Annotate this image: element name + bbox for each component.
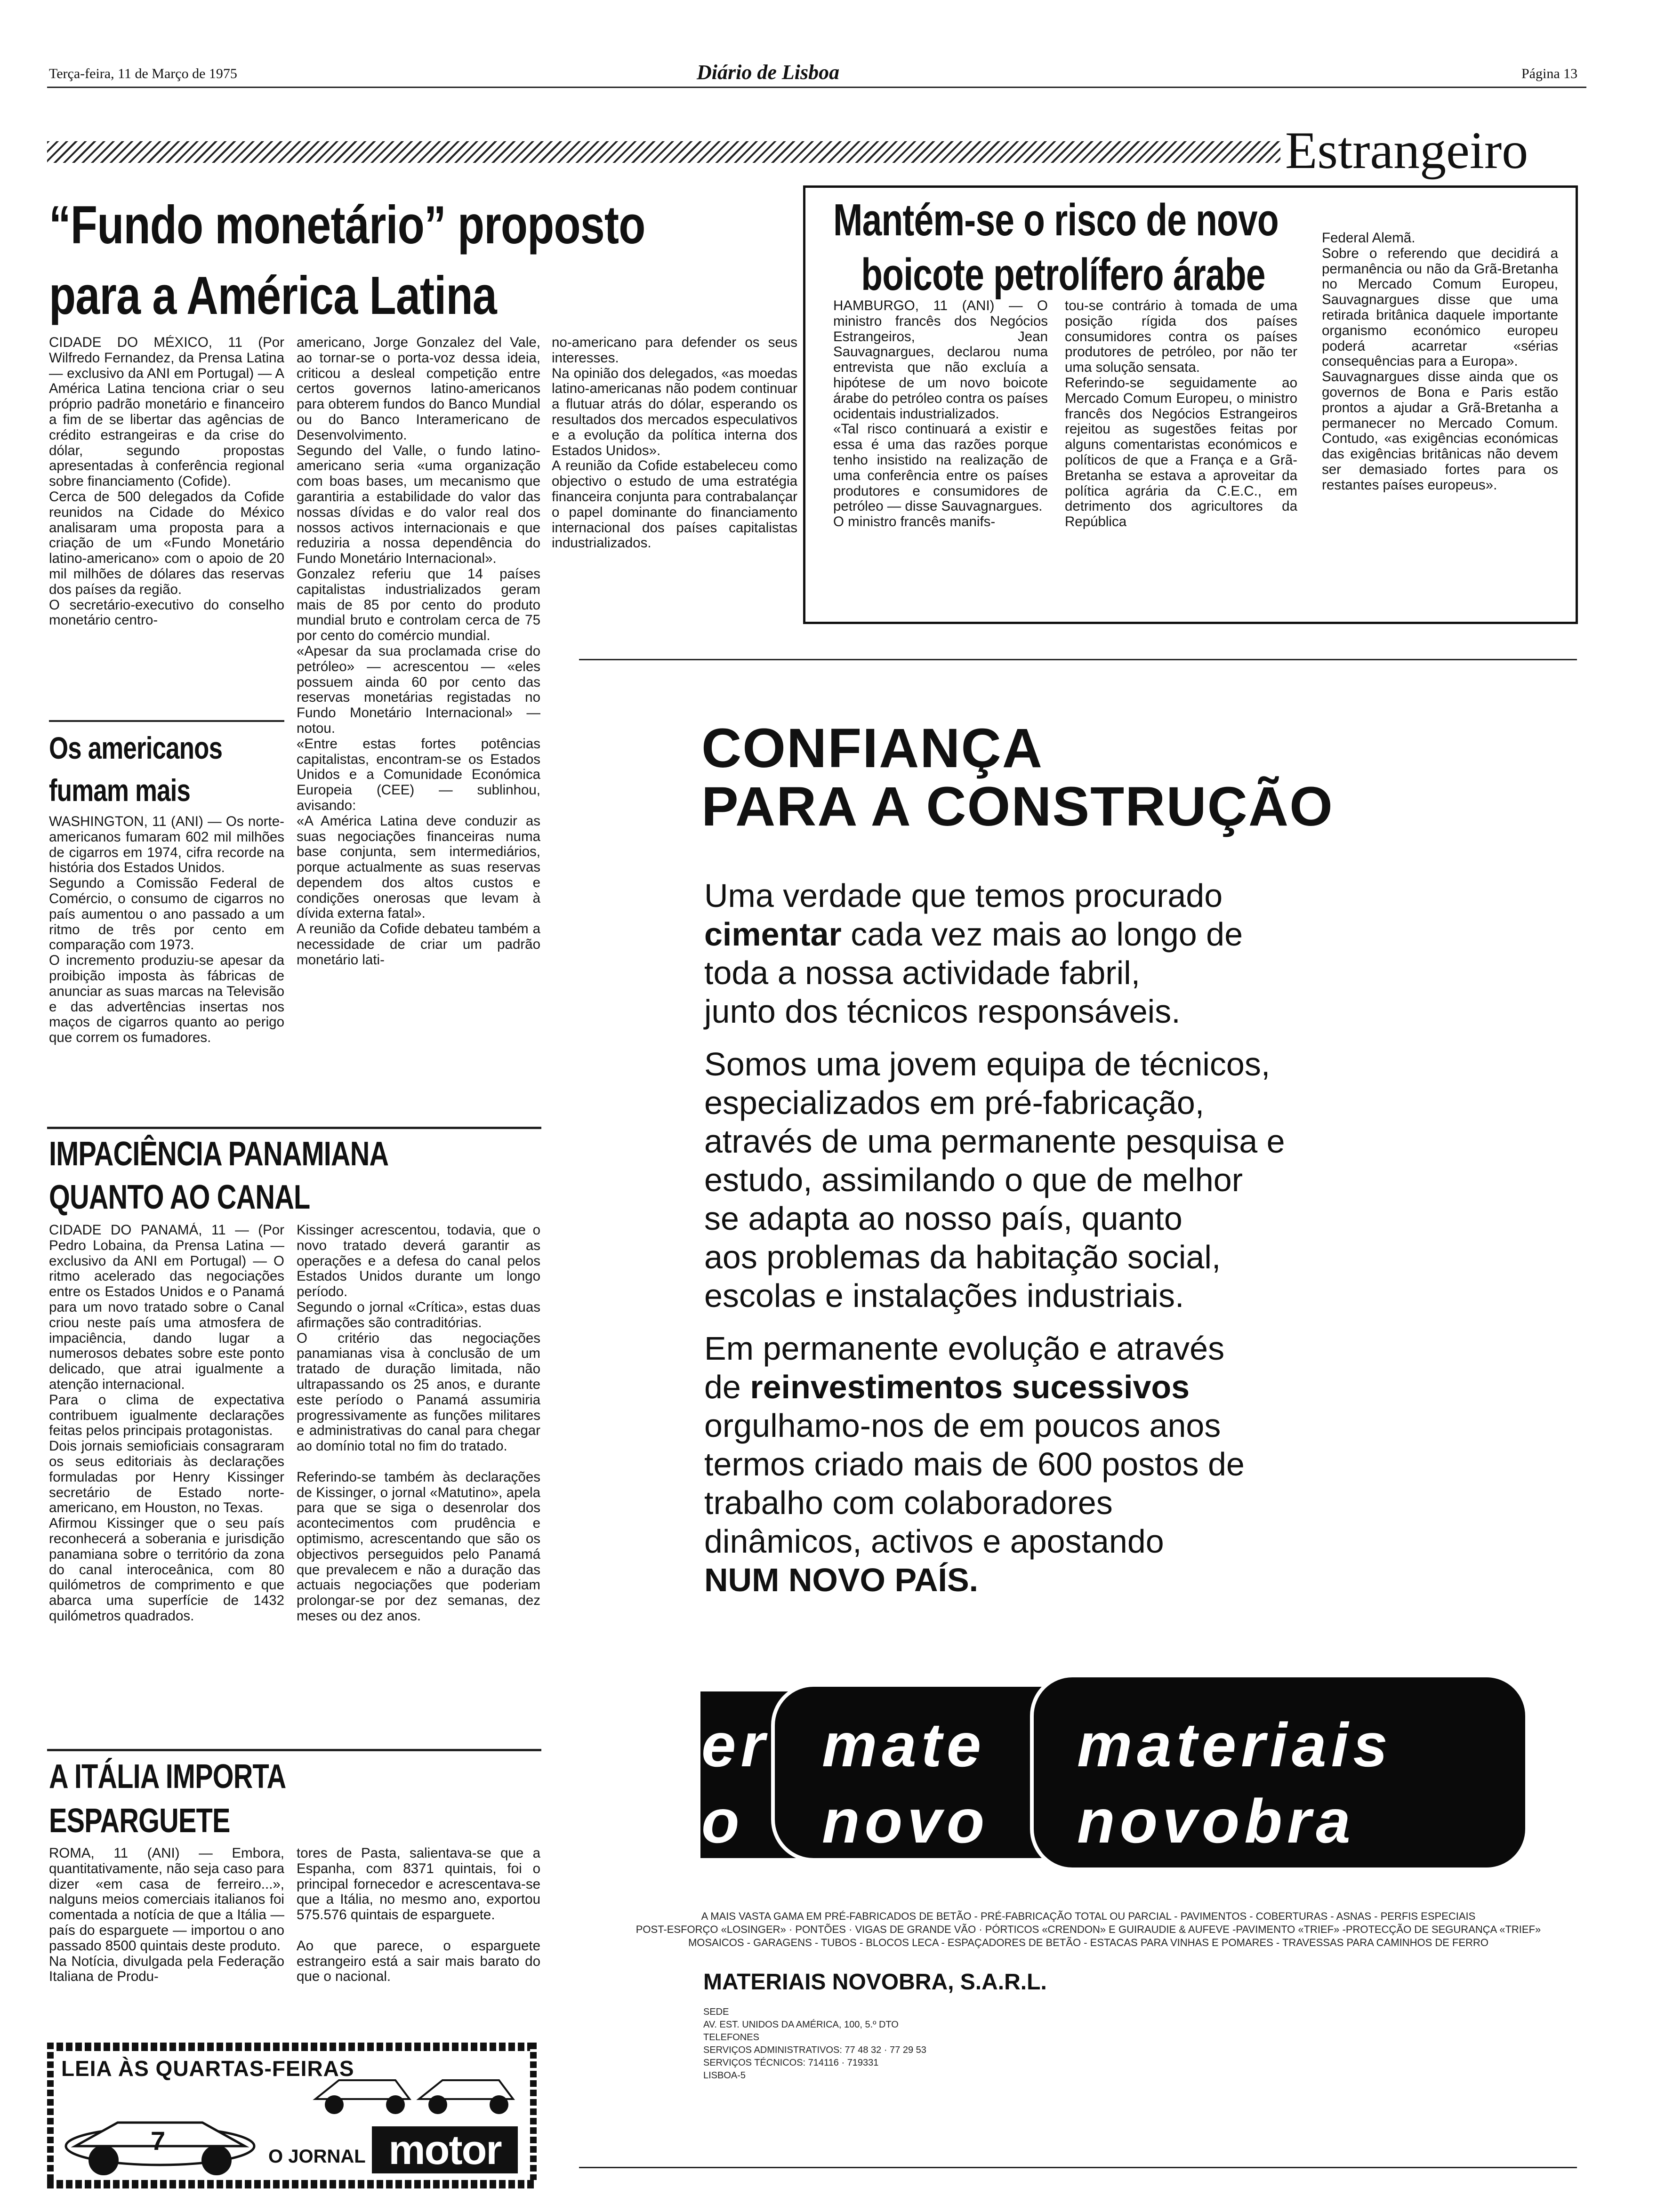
banner-headline: LEIA ÀS QUARTAS-FEIRAS <box>61 2056 354 2081</box>
separator-rule <box>47 1749 541 1751</box>
logo-text: novobra <box>1077 1787 1355 1856</box>
headline-line: boicote petrolífero árabe <box>861 249 1265 300</box>
ad-line: através de uma permanente pesquisa e <box>704 1123 1285 1160</box>
ad-line: Somos uma jovem equipa de técnicos, <box>704 1046 1271 1082</box>
ad-line <box>704 915 1561 954</box>
issue-date: Terça-feira, 11 de Março de 1975 <box>49 66 237 81</box>
article-column: Kissinger acrescentou, todavia, que o novo tratado deverá garantir as operações e a defesa do canal pelos Estados Unidos durante um longo período. Segundo o jornal «Crítica», estas duas afirmações são contraditórias. O critério das negociações panamianas visa à conclusão de um tratado de duração limitada, não ultrapassando os 25 anos, e durante este período o Panamá assumiria progressivamente as funções militares e administrativas do canal para chegar ao domínio total no fim do tratado. Referindo-se também às declarações de Kissinger, o jornal «Matutino», apela para que se siga o desenrolar dos acontecimentos com prudência e optimismo, acrescentando que são os objectivos perseguidos pelo Panamá que prevalecem e não a duração das actuais negociações que poderiam prolongar-se por dez semanas, dez meses ou dez anos. <box>297 1223 540 1624</box>
logo-text: materiais <box>1077 1710 1392 1779</box>
banner-border-top <box>47 2043 537 2051</box>
page-number: Página 13 <box>1521 66 1578 81</box>
headline-line: para a América Latina <box>49 266 497 326</box>
article-column: Federal Alemã. Sobre o referendo que decidirá a permanência ou não da Grã-Bretanha no Mercado Comum Europeu, Sauvagnargues disse que uma retirada britânica daquele importante organismo económico europeu poderá acarretar «sérias consequências para a Europa». Sauvagnargues disse ainda que os governos de Bona e Paris estão prontos a ajudar a Grã-Bretanha a permanecer no Mercado Comum. Contudo, «as exigências económicas das exigências britânicas não devem ser demasiado fortes para os restantes países europeus». <box>1322 231 1558 493</box>
article-column: CIDADE DO PANAMÁ, 11 — (Por Pedro Lobaina, da Prensa Latina — exclusivo da ANI em Portugal) — O ritmo acelerado das negociações entre os Estados Unidos e o Panamá para um novo tratado sobre o Canal criou neste país uma atmosfera de impaciência, dando lugar a numerosos debates sobre este ponto delicado, que atrai igualmente a atenção internacional. Para o clima de expectativa contribuem igualmente declarações feitas pelos principais protagonistas. Dois jornais semioficiais consagraram os seus editoriais às declarações formuladas por Henry Kissinger secretário de Estado norte-americano, em Houston, no Texas. Afirmou Kissinger que o seu país reconhecerá a soberania e jurisdição panamiana sobre o território da zona do canal interoceânica, com 80 quilómetros de comprimento e que abarca uma superfície de 1432 quilómetros quadrados. <box>49 1223 284 1624</box>
ad-line: NUM NOVO PAÍS. <box>704 1562 979 1598</box>
article-column: no-americano para defender os seus interesses. Na opinião dos delegados, «as moedas latino-americanas não podem continuar a flutuar atrás do dólar, esperando os resultados dos mercados especulativos e a evolução da política interna dos Estados Unidos». A reunião da Cofide estabeleceu como objectivo o estudo de uma estratégia financeira conjunta para contrabalançar o papel dominante do financiamento internacional dos países capitalistas industrializados. <box>552 335 797 551</box>
ad-text: de <box>704 1369 741 1405</box>
logo-text: novo <box>822 1787 989 1856</box>
ad-line: se adapta ao nosso país, quanto <box>704 1200 1182 1237</box>
ad-line: trabalho com colaboradores <box>704 1484 1113 1521</box>
ad-emphasis: cimentar <box>704 916 842 953</box>
headline-line: IMPACIÊNCIA PANAMIANA <box>49 1135 389 1173</box>
race-car-illustration <box>61 2094 259 2179</box>
article-column: WASHINGTON, 11 (ANI) — Os norte-americanos fumaram 602 mil milhões de cigarros em 1974, cifra recorde na história dos Estados Unidos. Segundo a Comissão Federal de Comércio, o consumo de cigarros no país aumentou o ano passado a um ritmo de três por cento em comparação com 1973. O incremento produziu-se apesar da proibição imposta às fábricas de anunciar as suas marcas na Televisão e das advertências insertas nos maços de cigarros quanto ao perigo que correm os fumadores. <box>49 814 284 1046</box>
ad-line: termos criado mais de 600 postos de <box>704 1446 1245 1483</box>
article-column: tou-se contrário à tomada de uma posição rígida dos países consumidores contra os países produtores de petróleo, por não ter uma solução sensata. Referindo-se seguidamente ao Mercado Comum Europeu, o ministro francês dos Negócios Estrangeiros rejeitou as sugestões feitas por alguns comentaristas económicos e políticos de que a França e a Grã-Bretanha se estava a aproveitar da política agrária da C.E.C., em detrimento dos agricultores da República <box>1065 298 1297 530</box>
svg-text:7: 7 <box>151 2126 166 2156</box>
headline-line: Os americanos <box>49 730 223 765</box>
ad-line: orgulhamo-nos de em poucos anos <box>704 1407 1221 1444</box>
logo-text: mate <box>822 1710 986 1779</box>
headline-line: fumam mais <box>49 773 191 808</box>
ad-bottom-rule <box>579 2167 1577 2168</box>
article-column: ROMA, 11 (ANI) — Embora, quantitativamente, não seja caso para dizer «em casa de ferreiro...», nalguns meios comerciais italianos foi comentada a notícia de que a Itália — país do esparguete — importou o ano passado 8500 quintais deste produto. Na Notícia, divulgada pela Federação Italiana de Produ- <box>49 1846 284 1985</box>
ad-top-rule <box>579 659 1577 660</box>
ad-line: toda a nossa actividade fabril, <box>704 954 1141 991</box>
header-rule <box>47 87 1586 88</box>
masthead: Diário de Lisboa <box>697 61 840 84</box>
headline-line: A ITÁLIA IMPORTA <box>49 1758 286 1795</box>
ad-line <box>704 1368 1561 1406</box>
separator-rule <box>47 1127 541 1129</box>
ad-line: dinâmicos, activos e apostando <box>704 1523 1164 1560</box>
article-headline <box>49 1755 286 1843</box>
article-column: CIDADE DO MÉXICO, 11 (Por Wilfredo Fernandez, da Prensa Latina — exclusivo da ANI em Portugal) — A América Latina tenciona criar o seu próprio padrão monetário e financeiro a fim de se libertar das agências de crédito estrangeiras e da crise do dólar, segundo propostas apresentadas à conferência regional sobre financiamento (Cofide). Cerca de 500 delegados da Cofide reunidos na Cidade do México analisaram uma proposta para a criação de um «Fundo Monetário latino-americano» com o apoio de 20 mil milhões de dólares das reservas dos países da região. O secretário-executivo do conselho monetário centro- <box>49 335 284 628</box>
banner-border-bottom <box>47 2180 537 2188</box>
ad-line: aos problemas da habitação social, <box>704 1239 1221 1275</box>
article-headline <box>49 1132 388 1219</box>
article-column: americano, Jorge Gonzalez del Vale, ao tornar-se o porta-voz dessa ideia, criticou a desleal competição entre certos governos latino-americanos para obterem fundos do Banco Mundial ou do Banco Interamericano de Desenvolvimento. Segundo del Valle, o fundo latino-americano seria «uma organização com boas bases, um mecanismo que garantiria a estabilidade do valor das nossas dívidas e do valor real dos nossos activos internacionais e que reduziria a nossa dependência do Fundo Monetário Internacional». Gonzalez referiu que 14 países capitalistas industrializados geram mais de 85 por cento do produto mundial bruto e controlam cerca de 75 por cento do comércio mundial. «Apesar da sua proclamada crise do petróleo» — acrescentou — «eles possuem ainda 60 por cento das reservas monetárias registadas no Fundo Monetário Internacional» — notou. «Entre estas fortes potências capitalistas, encontram-se os Estados Unidos e a Comunidade Económica Europeia (CEE) — sublinhou, avisando: «A América Latina deve conduzir as suas negociações financeiras numa base conjunta, sem intermediários, porque actualmente as suas reservas dependem dos altos custos e condições onerosas que levam à dívida externa fatal». A reunião da Cofide debateu também a necessidade de criar um padrão monetário lati- <box>297 335 540 968</box>
headline-line: “Fundo monetário” proposto <box>49 195 645 255</box>
banner-border-left <box>47 2043 54 2188</box>
logo-text: er <box>701 1710 770 1779</box>
logo-text: o <box>701 1787 744 1856</box>
ad-headline <box>701 719 1334 836</box>
novobra-logo <box>700 1669 1529 1871</box>
section-title: Estrangeiro <box>1285 121 1528 180</box>
ad-line: estudo, assimilando o que de melhor <box>704 1162 1243 1198</box>
ad-emphasis: reinvestimentos sucessivos <box>750 1369 1190 1405</box>
ad-copy <box>704 876 1561 1599</box>
product-list: A MAIS VASTA GAMA EM PRÉ-FABRICADOS DE BETÃO - PRÉ-FABRICAÇÃO TOTAL OU PARCIAL - PAVIMENTOS - COBERTURAS - ASNAS - PERFIS ESPECIAIS POST-ESFORÇO «LOSINGER» · PONTÕES · VIGAS DE GRANDE VÃO · PÓRTICOS «CRENDON» E GUIRAUDIE & AUFEVE -PAVIMENTO «TRIEF» -PROTECÇÃO DE SEGURANÇA «TRIEF» MOSAICOS - GARAGENS - TUBOS - BLOCOS LECA - ESPAÇADORES DE BETÃO - ESTACAS PARA VINHAS E POMARES - TRAVESSAS PARA CAMINHOS DE FERRO <box>635 1910 1541 1948</box>
ad-line: escolas e instalações industriais. <box>704 1277 1184 1314</box>
ad-headline-line: PARA A CONSTRUÇÃO <box>701 776 1334 838</box>
motor-logo: motor <box>372 2126 518 2173</box>
ad-line: Em permanente evolução e através <box>704 1330 1225 1367</box>
ad-line: junto dos técnicos responsáveis. <box>704 993 1181 1030</box>
banner-border-right <box>530 2043 537 2188</box>
banner-subtext: O JORNAL <box>268 2146 366 2167</box>
ad-text: cada vez mais ao longo de <box>851 916 1243 953</box>
headline-line: Mantém-se o risco de novo <box>833 195 1279 245</box>
article-column: tores de Pasta, salientava-se que a Espanha, com 8371 quintais, foi o principal fornecedor e acrescentava-se que a Itália, no mesmo ano, exportou 575.576 quintais de esparguete. Ao que parece, o esparguete estrangeiro está a sair mais barato do que o nacional. <box>297 1846 540 1985</box>
motor-banner <box>47 2043 537 2188</box>
section-hatch <box>47 141 1280 163</box>
article-headline <box>833 193 1279 302</box>
article-headline <box>49 727 222 811</box>
race-cars-illustration <box>311 2061 518 2118</box>
ad-headline-line: CONFIANÇA <box>701 717 1043 779</box>
article-column: HAMBURGO, 11 (ANI) — O ministro francês dos Negócios Estrangeiros, Jean Sauvagnargues, declarou numa entrevista que não excluía a hipótese de um novo boicote árabe do petróleo contra os países ocidentais industrializados. «Tal risco continuará a existir e essa é uma das razões porque tenho insistido na realização de uma conferência entre os países produtores e consumidores de petróleo — disse Sauvagnargues. O ministro francês manifs- <box>833 298 1048 530</box>
ad-line: Uma verdade que temos procurado <box>704 877 1223 914</box>
company-name: MATERIAIS NOVOBRA, S.A.R.L. <box>703 1970 1047 1995</box>
ad-line: especializados em pré-fabricação, <box>704 1084 1205 1121</box>
headline-line: ESPARGUETE <box>49 1802 230 1840</box>
headline-line: QUANTO AO CANAL <box>49 1178 310 1216</box>
article-headline <box>49 190 645 331</box>
company-contacts: SEDE AV. EST. UNIDOS DA AMÉRICA, 100, 5.º DTO TELEFONES SERVIÇOS ADMINISTRATIVOS: 77 48 32 · 77 29 53 SERVIÇOS TÉCNICOS: 714116 · 719331 LISBOA-5 <box>703 2007 926 2081</box>
separator-rule <box>49 720 284 722</box>
